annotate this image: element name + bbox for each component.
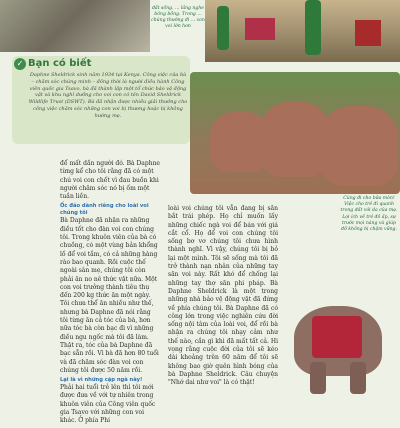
paragraph: loài voi chúng tôi vẫn đang bị săn bắt trái phép. Họ chỉ muốn lấy những chiếc ngà voi để bán với giá cắt cổ. Họ để voi con chúng tôi sống bơ vơ chúng tôi chưa hình thành nghĩ. Vì vậy, chúng tôi bị bỏ lại một mình. Tôi sẽ sống mà tôi đã trở thành nạn nhân của những tay săn voi này. Rất khó để chống lại những tay thợ săn phi pháp. Bà Daphne Sheldrick là một trong những nhà bảo vệ động vật đã đứng về phía chúng tôi. Bà Daphne đã có công lớn trong việc nghiên cứu đời sống nội tâm của loài voi, để rồi bà nhận ra chúng tôi nhạy cảm như thế nào, cần gì khi đã mất tất cả. Hi vọng rằng cuộc đời của tôi sẽ kéo dài khoảng trên 60 năm để tôi sẽ không bao giờ quên hình bóng của bà Daphne Sheldrick. Câu chuyện "Nhớ dai như voi" là có thật! <box>168 205 278 387</box>
photo-elephant-herd <box>190 72 400 194</box>
keeper-figure <box>305 0 321 55</box>
photo-keepers-with-elephants <box>205 0 400 62</box>
elephant-shape <box>320 106 398 186</box>
elephant-leg <box>350 362 366 394</box>
keeper-figure <box>217 6 229 50</box>
column-left <box>60 160 160 428</box>
did-you-know-box <box>12 56 190 144</box>
red-blanket <box>312 316 362 358</box>
photo-elephant-and-keeper <box>0 0 150 52</box>
section-heading: Lại là vì những cặp ngà này! <box>60 377 143 384</box>
section-heading: Ốc đảo dành riêng cho loài voi chúng tôi <box>60 203 149 217</box>
intro-paragraph: để mất dần người đó. Bà Daphne từng kể cho tôi rằng đã có một chú voi con chết vì đau buồn khi người chăm sóc nó bị ốm một tuần liền. <box>60 160 160 201</box>
did-you-know-body: Daphne Sheldrick sinh năm 1934 tại Kenya. Công việc của bà – chăm sóc chúng minh – đồng thời là người điều hành Công viên quốc gia Tsavo, bà đã thành lập một tổ chức bảo vệ động vật và khu nghỉ dưỡng cho voi con có tên David Sheldrick Wildlife Trust (DSWT). Bà đã nhận được nhiều giải thưởng cho công việc chăm sóc những con voi bị thương hoặc bị không hướng mẹ. <box>28 72 188 119</box>
column-middle <box>168 205 278 390</box>
did-you-know-title: Bạn có biết <box>28 58 92 69</box>
caption-top: đất sống. ... lắng nghe bông bồng. Trong ... chúng thường đi ... con voi lớn hơn <box>151 6 205 29</box>
red-blanket <box>245 18 275 40</box>
check-icon: ✓ <box>14 58 26 70</box>
caption-right: Cùng đi cho bữa mòn! Việc cho trẻ đi quanh trong đất với da của mẹ. Lợi ích về trẻ đồ ấp, sự trước mọi nàng và giúp đỡ không bị chậm vững. <box>340 196 398 233</box>
paragraph: Bà Daphne đã nhận ra những điều tốt cho đàn voi con chúng tôi. Trong khuôn viên của bà có chuồng, có một vùng bản khổng lồ để voi tắm, có cả những hàng rào bao quanh. Rồi cuộc thế ngoài sân mẹ, chúng tôi còn phải ăn no nê thức vật nữa. Một con voi trưởng thành tiêu thụ đến 200 kg thức ăn một ngày. Tôi chưa thể ăn nhiều như thế, nhưng bà Daphne đã nói rằng tôi từng ăn cả tóc của bà, hơn nữa tóc bà còn bạc đi vì những điều ngu ngốc mà tôi đã làm. Thật ra, tóc của bà Daphne đã bạc sẵn rồi. Vì bà đã hơn 80 tuổi và đã chăm sóc đàn voi con chúng tôi được 50 năm rồi. <box>60 217 159 374</box>
paragraph: Phải hai tuổi trẻ lên thì tôi mới được đưa về với tự nhiên trong khuôn viên của Công viên quốc gia Tsavo với những con voi khác. Ở phía Phi <box>60 384 156 425</box>
photo-elephant-with-blanket <box>280 300 390 400</box>
red-blanket <box>355 20 381 46</box>
elephant-leg <box>310 362 326 394</box>
